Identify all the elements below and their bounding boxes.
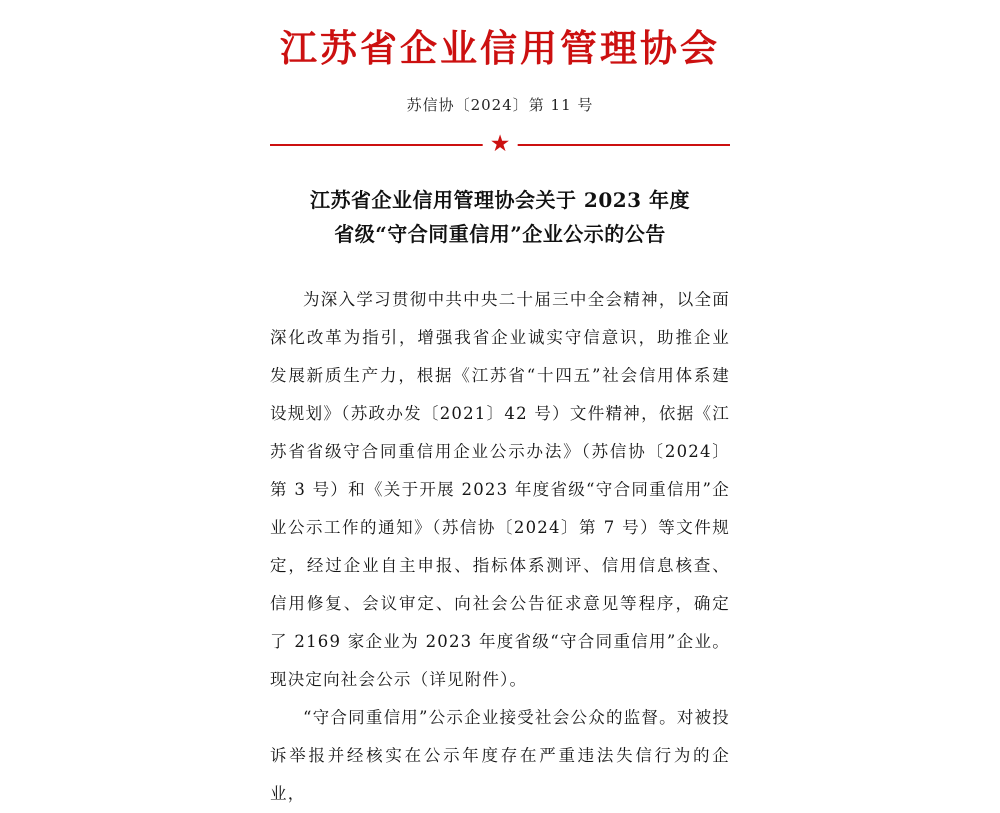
page-title (270, 183, 730, 251)
star-icon: ★ (483, 133, 518, 155)
document-body (270, 281, 730, 813)
paragraph-2: “守合同重信用”公示企业接受社会公众的监督。对被投诉举报并经核实在公示年度存在严重违法失信行为的企业， (270, 708, 730, 803)
document-number: 苏信协〔2024〕第 11 号 (406, 96, 594, 114)
document-page (0, 18, 1000, 803)
page-title-line-1: 江苏省企业信用管理协会关于 2023 年度 (309, 188, 691, 212)
paragraph-1: 为深入学习贯彻中共中央二十届三中全会精神，以全面深化改革为指引，增强我省企业诚实守信意识，助推企业发展新质生产力，根据《江苏省“十四五”社会信用体系建设规划》（苏政办发〔2021〕42 号）文件精神，依据《江苏省省级守合同重信用企业公示办法》（苏信协〔2024〕第 3 号）和《关于开展 2023 年度省级“守合同重信用”企业公示工作的通知》（苏信协〔2024〕第 7 号）等文件规定，经过企业自主申报、指标体系测评、信用信息核查、信用修复、会议审定、向社会公告征求意见等程序，确定了 2169 家企业为 2023 年度省级“守合同重信用”企业。现决定向社会公示（详见附件）。 (270, 290, 730, 689)
page-title-line-2: 省级“守合同重信用”企业公示的公告 (334, 222, 666, 246)
organization-title: 江苏省企业信用管理协会 (280, 26, 720, 70)
red-separator (270, 133, 730, 155)
